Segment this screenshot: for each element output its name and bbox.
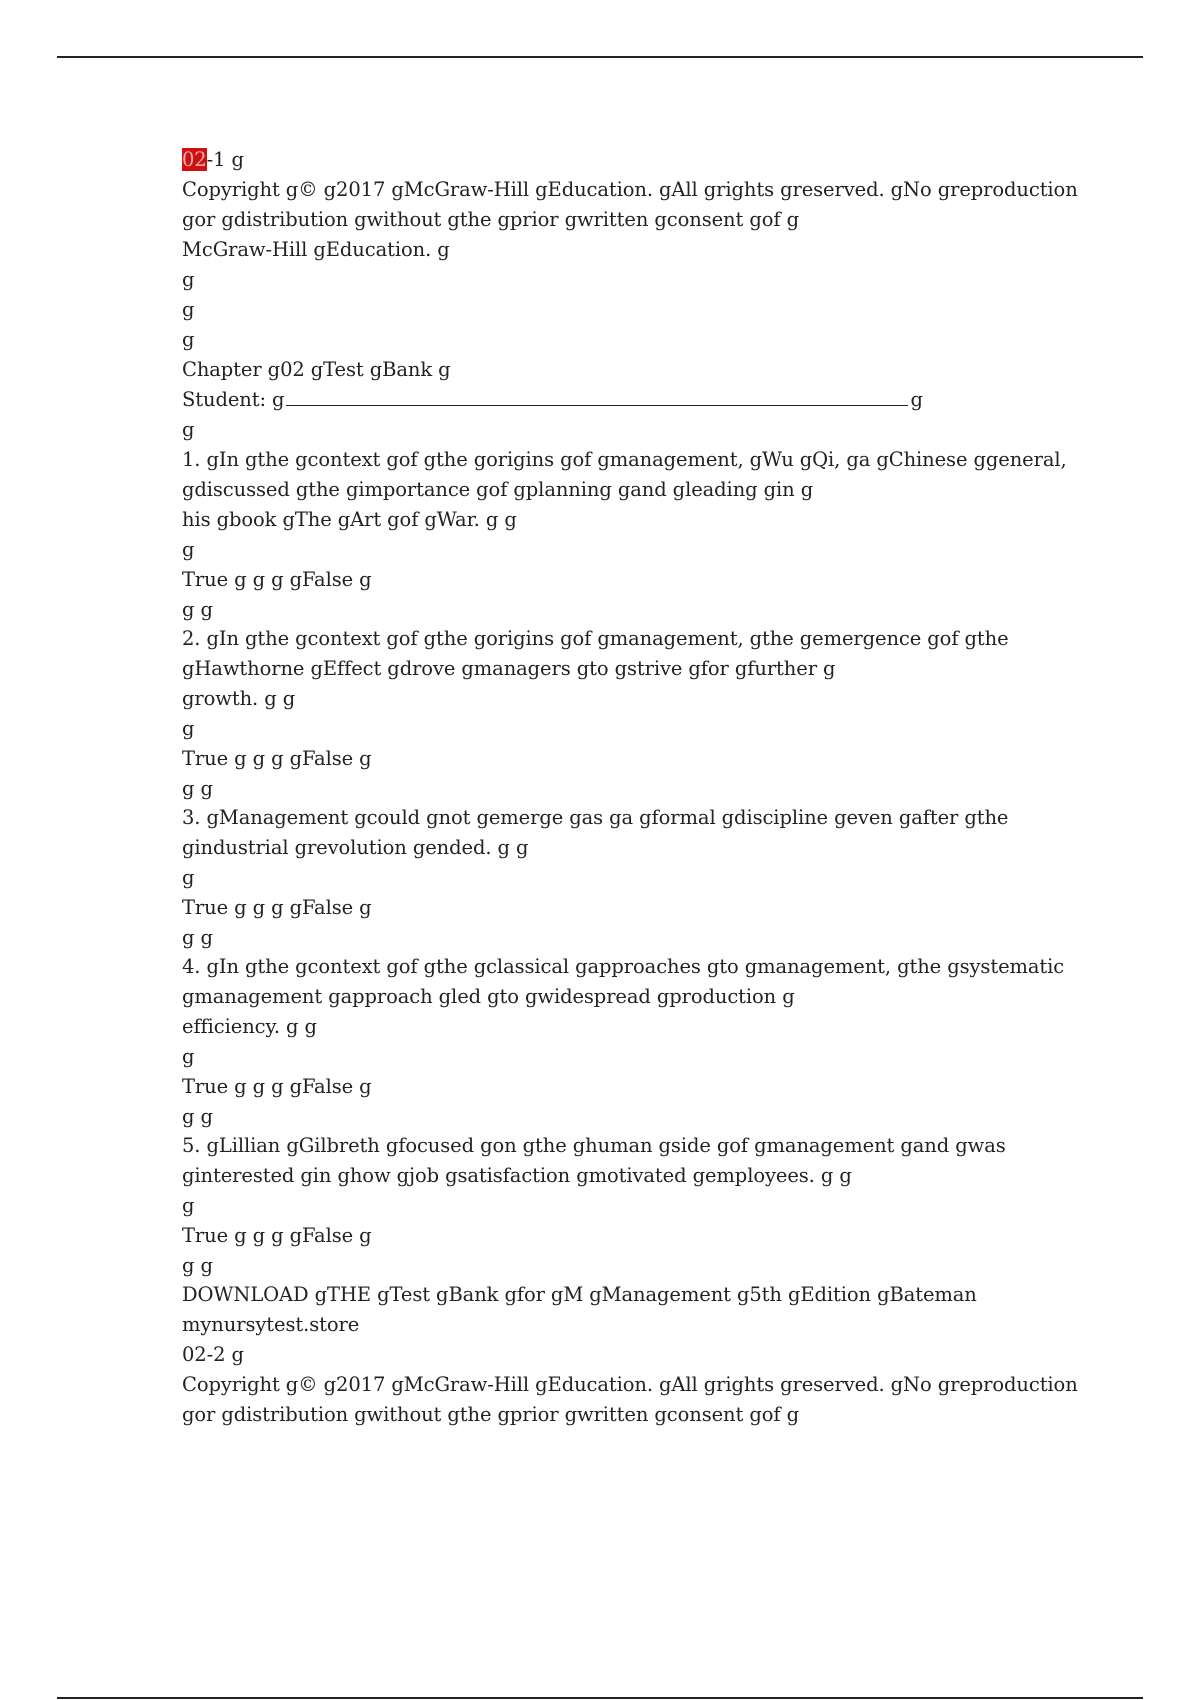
question-2-line-3: growth. g g [182, 687, 296, 710]
question-2-line-1: 2. gIn gthe gcontext gof gthe gorigins gof gmanagement, gthe gemergence gof gthe [182, 627, 1009, 650]
document-body [182, 145, 1082, 1430]
question-1-line-2: gdiscussed gthe gimportance gof gplanning gand gleading gin g [182, 478, 814, 501]
question-1-spacer: g [182, 538, 195, 561]
question-3-line-2: gindustrial grevolution gended. g g [182, 836, 529, 859]
copyright-line-2: gor gdistribution gwithout gthe gprior gwritten gconsent gof g [182, 208, 799, 231]
page-2-copyright-line-2: gor gdistribution gwithout gthe gprior gwritten gconsent gof g [182, 1403, 799, 1426]
question-1-tail: g g [182, 598, 213, 621]
question-4-spacer: g [182, 1045, 195, 1068]
filler-line: g [182, 268, 195, 291]
page-header [182, 145, 1082, 175]
question-2-tail: g g [182, 777, 213, 800]
student-line [182, 385, 1082, 415]
chapter-title: Chapter g02 gTest gBank g [182, 358, 451, 381]
page-2-header: 02-2 g [182, 1343, 244, 1366]
question-5-line-2: ginterested gin ghow gjob gsatisfaction gmotivated gemployees. g g [182, 1164, 852, 1187]
question-5-line-1: 5. gLillian gGilbreth gfocused gon gthe ghuman gside gof gmanagement gand gwas [182, 1134, 1006, 1157]
question-5-options: True g g g gFalse g [182, 1224, 372, 1247]
question-3-tail: g g [182, 926, 213, 949]
student-label: Student: g [182, 388, 285, 411]
download-line: DOWNLOAD gTHE gTest gBank gfor gM gManagement g5th gEdition gBateman [182, 1283, 977, 1306]
question-3-spacer: g [182, 866, 195, 889]
header-tail: -1 g [206, 148, 244, 171]
question-4-line-3: efficiency. g g [182, 1015, 317, 1038]
question-2-line-2: gHawthorne gEffect gdrove gmanagers gto gstrive gfor gfurther g [182, 657, 836, 680]
student-tail: g [910, 388, 923, 411]
copyright-line-1: Copyright g© g2017 gMcGraw-Hill gEducation. gAll grights greserved. gNo greproduction [182, 178, 1078, 201]
question-4-line-2: gmanagement gapproach gled gto gwidespread gproduction g [182, 985, 795, 1008]
site-line: mynursytest.store [182, 1313, 360, 1336]
student-name-blank [286, 387, 908, 406]
question-2-spacer: g [182, 717, 195, 740]
filler-line: g [182, 298, 195, 321]
filler-line: g [182, 418, 195, 441]
question-3-options: True g g g gFalse g [182, 896, 372, 919]
question-5-spacer: g [182, 1194, 195, 1217]
page-2-copyright-line-1: Copyright g© g2017 gMcGraw-Hill gEducation. gAll grights greserved. gNo greproduction [182, 1373, 1078, 1396]
question-1-options: True g g g gFalse g [182, 568, 372, 591]
question-4-tail: g g [182, 1105, 213, 1128]
question-4-options: True g g g gFalse g [182, 1075, 372, 1098]
question-4-line-1: 4. gIn gthe gcontext gof gthe gclassical gapproaches gto gmanagement, gthe gsystematic [182, 955, 1065, 978]
question-5-tail: g g [182, 1254, 213, 1277]
question-1-line-1: 1. gIn gthe gcontext gof gthe gorigins gof gmanagement, gWu gQi, ga gChinese ggeneral, [182, 448, 1067, 471]
filler-line: g [182, 328, 195, 351]
header-highlight: 02 [182, 148, 207, 171]
copyright-line-3: McGraw-Hill gEducation. g [182, 238, 450, 261]
bottom-rule [57, 1697, 1143, 1699]
top-rule [57, 56, 1143, 58]
question-1-line-3: his gbook gThe gArt gof gWar. g g [182, 508, 517, 531]
question-2-options: True g g g gFalse g [182, 747, 372, 770]
question-3-line-1: 3. gManagement gcould gnot gemerge gas ga gformal gdiscipline geven gafter gthe [182, 806, 1009, 829]
